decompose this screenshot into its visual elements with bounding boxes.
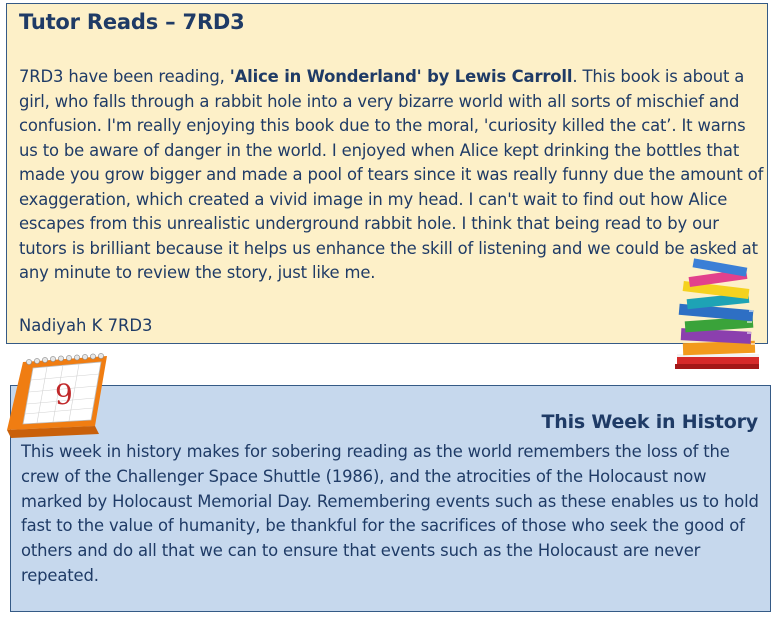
tutor-reads-intro: 7RD3 have been reading, — [19, 67, 230, 86]
history-text: This week in history makes for sobering reading as the world remembers the loss of the crew of the Challenger Space Shuttle (1986), and the atrocities of the Holocaust now marked by Holocaust Memorial Day. Remembering events such as these enables us to hold fast to the value of humanity, be thankful for the sacrifices of those who seek the good of others and do all that we can to ensure that events such as the Holocaust are never repeated. — [21, 442, 759, 585]
calendar-icon — [5, 340, 109, 440]
history-title: This Week in History — [541, 411, 758, 433]
tutor-reads-title: Tutor Reads – 7RD3 — [19, 10, 245, 34]
tutor-reads-text — [19, 65, 765, 286]
tutor-reads-signature: Nadiyah K 7RD3 — [19, 316, 153, 335]
book-stack-icon — [671, 258, 763, 378]
book-title: 'Alice in Wonderland' by Lewis Carroll — [229, 67, 573, 86]
tutor-reads-body: . This book is about a girl, who falls through a rabbit hole into a very bizarre world with all sorts of mischief and confusion. I'm really enjoying this book due to the moral, 'curiosity killed the cat’. It warns us to be aware of danger in the world. I enjoyed when Alice kept drinking the bottles that made you grow bigger and made a pool of tears since it was really funny due the amount of exaggeration, which created a vivid image in my head. I can't wait to find out how Alice escapes from this unrealistic underground rabbit hole. I think that being read to by our tutors is brilliant because it helps us enhance the skill of listening and we could be asked at any minute to review the story, just like me. — [19, 67, 764, 282]
tutor-reads-panel — [6, 3, 768, 344]
calendar-day: 9 — [55, 378, 73, 411]
history-panel — [10, 385, 771, 612]
